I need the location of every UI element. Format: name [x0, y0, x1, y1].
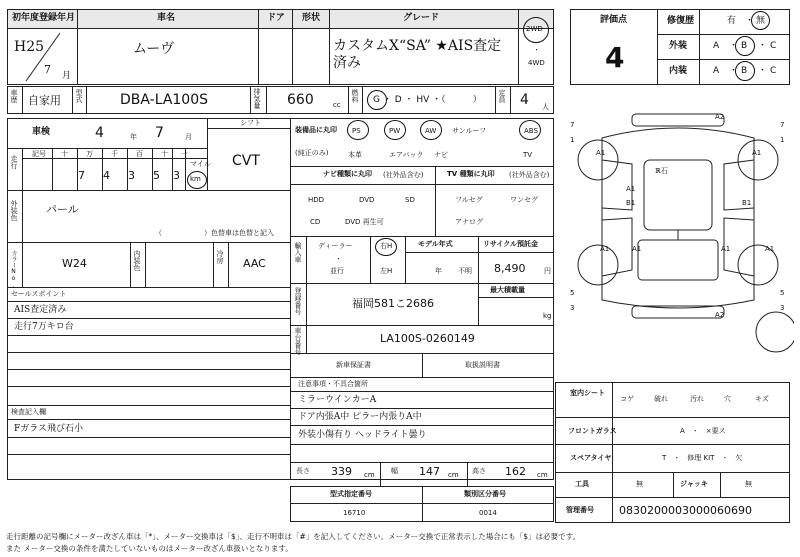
equipment-code: PW — [389, 127, 401, 135]
equipment-name: エアバック — [389, 151, 424, 159]
jack-value: 無 — [745, 480, 752, 488]
inspection-year-unit: 年 — [130, 133, 137, 141]
diag-mark-a1-2: A1 — [752, 149, 762, 157]
exterior-label: 外装 — [669, 41, 688, 51]
first-reg-label: 初年度登録年月 — [12, 13, 76, 23]
inspector-line-1: Fガラス飛び石小 — [14, 424, 83, 434]
mgmt-label: 管理番号 — [566, 506, 594, 514]
interior-sheet-option: 汚れ — [690, 395, 704, 403]
color-note: （ ）色替車は色替と記入 — [155, 229, 274, 237]
mgmt-value: 0830200003000060690 — [619, 504, 752, 517]
max-load-label: 最大積載量 — [490, 286, 525, 294]
exterior-grade-c: C — [770, 41, 777, 51]
max-load-unit: kg — [543, 312, 552, 320]
tire-label-7l: 7 — [570, 121, 575, 129]
equipment-circle — [420, 120, 442, 140]
color-label: 外装色 — [10, 200, 18, 221]
equipment-label: 装備品に丸印 — [295, 126, 337, 134]
equipment-name: TV — [523, 151, 533, 159]
registration-label: 登録番号 — [294, 287, 302, 315]
diag-mark-chip: ℝ石 — [655, 167, 668, 175]
equipment-code: AW — [425, 127, 437, 135]
exterior-dot-2: ・ — [758, 41, 768, 51]
recycle-value: 8,490 — [494, 262, 526, 275]
spare-tire-label: スペアタイヤ — [570, 454, 612, 462]
diag-mark-a2-top: A2 — [715, 113, 725, 121]
width-value: 147 — [419, 465, 440, 478]
width-unit: cm — [448, 471, 459, 479]
recycle-label: リサイクル預託金 — [483, 240, 539, 248]
interior-label: 内装 — [669, 66, 688, 76]
diag-mark-a2-bottom: A2 — [715, 311, 725, 319]
category-value: 自家用 — [28, 94, 61, 107]
chassis-label: 車台番号 — [294, 327, 302, 355]
registration-value: 福岡581こ2686 — [352, 297, 434, 310]
ac-value: AAC — [243, 257, 266, 270]
category-no-label: 類別区分番号 — [464, 490, 506, 498]
import-label: 輸入車 — [294, 242, 302, 263]
door-label: ドア — [267, 13, 285, 23]
sales-point-1: AIS査定済み — [14, 305, 67, 315]
model-year-label: モデル年式 — [418, 240, 453, 248]
import-dot: ・ — [335, 255, 342, 263]
import-left-handle: 左H — [380, 267, 393, 275]
displacement-label: 排気量 — [253, 88, 261, 109]
interior-dot-1: ・ — [729, 66, 739, 76]
model-value: DBA-LA100S — [120, 92, 209, 108]
tv-label: TV 種類に丸印 — [447, 170, 495, 178]
note-line-1: ミラーウインカーA — [298, 395, 377, 405]
equipment-code: ABS — [524, 127, 538, 135]
length-label: 長さ — [296, 467, 310, 475]
height-label: 高さ — [472, 467, 486, 475]
interior-sheet-option: コゲ — [620, 395, 634, 403]
diag-mark-a1-7: A1 — [765, 245, 775, 253]
interior-sheet-option: 穴 — [724, 395, 731, 403]
equipment-circle — [519, 120, 541, 140]
sales-points-label: セールスポイント — [11, 290, 67, 298]
equipment-name: ナビ — [434, 151, 448, 159]
interior-grade-b: B — [741, 66, 748, 76]
interior-color-label: 内装色 — [133, 250, 141, 271]
inspection-month: 7 — [155, 125, 164, 141]
import-dealer: ディーラー — [318, 242, 353, 250]
shift-label: シフト — [240, 119, 261, 127]
tv-sub: (社外品含む) — [509, 171, 550, 179]
equipment-code: サンルーフ — [452, 127, 487, 135]
interior-sheet-option: キズ — [755, 395, 769, 403]
navi-sub: (社外品含む) — [383, 171, 424, 179]
inspector-label: 検査記入欄 — [11, 408, 46, 416]
model-year-value: 不明 — [458, 267, 472, 275]
sales-point-2: 走行7万キロ台 — [14, 322, 74, 332]
displacement-value: 660 — [287, 92, 314, 108]
tv-full: フルセグ — [455, 196, 483, 204]
designation-label: 型式指定番号 — [330, 490, 372, 498]
equipment-name: 本革 — [348, 151, 362, 159]
equipment-circle — [384, 120, 406, 140]
jack-label: ジャッキ — [680, 480, 708, 488]
mileage-header: 万 — [86, 150, 93, 158]
exterior-grade-b: B — [741, 41, 748, 51]
mileage-digit: 7 — [78, 169, 85, 182]
capacity-value: 4 — [520, 92, 529, 108]
tire-label-5r: 5 — [780, 289, 785, 297]
right-table — [555, 382, 790, 523]
tire-label-7r: 7 — [780, 121, 785, 129]
diag-mark-a1-6: A1 — [721, 245, 731, 253]
recycle-unit: 円 — [544, 267, 551, 275]
mileage-label: 走行 — [10, 155, 18, 169]
length-value: 339 — [331, 465, 352, 478]
diag-mark-a1-3: A1 — [626, 185, 636, 193]
exterior-dot-1: ・ — [729, 41, 739, 51]
mileage-unit: km — [190, 175, 201, 183]
score-value: 4 — [605, 41, 625, 74]
score-label: 評価点 — [600, 15, 628, 25]
diag-mark-b1-2: B1 — [742, 199, 752, 207]
note-line-2: ドア内張A中 ピラー内張りA中 — [298, 412, 422, 422]
repair-sep: ・ — [745, 16, 755, 26]
shape-label: 形状 — [302, 13, 321, 23]
mileage-header: 十 — [61, 150, 68, 158]
diag-mark-a1-5: A1 — [632, 245, 642, 253]
mileage-digit: 4 — [103, 169, 110, 182]
diag-mark-b1-1: B1 — [626, 199, 636, 207]
tire-label-1r: 1 — [780, 136, 785, 144]
mileage-header: 百 — [136, 150, 143, 158]
manual-label: 取扱説明書 — [465, 361, 500, 369]
tire-label-5l: 5 — [570, 289, 575, 297]
model-year-unit: 年 — [435, 267, 442, 275]
drive-dot: ・ — [533, 46, 540, 54]
navi-dvd: DVD — [359, 196, 375, 204]
interior-grade-c: C — [770, 66, 777, 76]
equipment-circle — [347, 120, 369, 140]
notes-label: 注意事項・不具合箇所 — [298, 380, 368, 388]
repair-no: 無 — [756, 16, 766, 26]
equipment-code: PS — [352, 127, 361, 135]
fuel-label: 燃料 — [351, 89, 359, 103]
repair-label: 修復歴 — [667, 16, 695, 26]
shift-value: CVT — [232, 153, 260, 169]
footer-line-1: 走行距離の記号欄にメーター改ざん車は「*」、メーター交換車は「$」、走行不明車は「#」を記入してください。メーター交換で正常表示した場合にも「$」は必要です。 — [6, 532, 580, 541]
fuel-value: G ・ D ・ HV ・（ ） — [373, 95, 482, 105]
mileage-digit: 3 — [128, 169, 135, 182]
interior-sheet-option: 破れ — [654, 395, 668, 403]
mileage-header: 記号 — [32, 150, 46, 158]
capacity-label: 定員 — [498, 89, 506, 103]
inspection-year: 4 — [95, 125, 104, 141]
width-label: 幅 — [391, 467, 398, 475]
equipment-sub: (純正のみ) — [295, 149, 329, 157]
mileage-digit: 5 — [153, 169, 160, 182]
navi-label: ナビ種類に丸印 — [323, 170, 372, 178]
mileage-header: 一 — [181, 150, 188, 158]
car-name-label: 車名 — [157, 13, 176, 23]
height-value: 162 — [505, 465, 526, 478]
category-no-value: 0014 — [479, 509, 497, 517]
tire-label-3l: 3 — [570, 304, 575, 312]
mileage-header: 千 — [111, 150, 118, 158]
chassis-value: LA100S-0260149 — [380, 332, 475, 345]
diag-mark-a1-4: A1 — [600, 245, 610, 253]
footer-line-2: また メーター交換の条件を満たしていないものはメーター改ざん車扱いとなります。 — [6, 544, 293, 553]
color-no-label: カラーNo. — [10, 250, 17, 289]
color-value: パール — [46, 203, 79, 216]
interior-dot-2: ・ — [758, 66, 768, 76]
inspection-label: 車検 — [32, 127, 51, 137]
navi-hdd: HDD — [308, 196, 325, 204]
grade-label: グレード — [403, 13, 440, 23]
model-label: 型式 — [75, 89, 83, 103]
spare-tire-value: T ・ 修理 KIT ・ 欠 — [662, 454, 743, 462]
drive-4wd: 4WD — [528, 59, 545, 67]
exterior-grade-a: A — [713, 41, 720, 51]
navi-dvd-play: DVD 再生可 — [345, 218, 384, 226]
tv-analog: アナログ — [455, 218, 483, 226]
tv-one: ワンセグ — [510, 196, 538, 204]
interior-grade-a: A — [713, 66, 720, 76]
import-parallel: 並行 — [330, 267, 344, 275]
inspection-month-unit: 月 — [185, 133, 192, 141]
first-reg-month: 7 — [44, 63, 51, 76]
note-line-3: 外装小傷有り ヘッドライト曇り — [298, 430, 427, 440]
tools-value: 無 — [636, 480, 643, 488]
mileage-header: 十 — [161, 150, 168, 158]
car-name: ムーヴ — [133, 41, 175, 57]
front-glass-label: フロントガラス — [568, 427, 617, 435]
tire-label-3r: 3 — [780, 304, 785, 312]
first-reg-year: H25 — [14, 39, 45, 55]
tire-label-1l: 1 — [570, 136, 575, 144]
warranty-label: 新車保証書 — [336, 361, 371, 369]
navi-sd: SD — [405, 196, 415, 204]
first-reg-month-unit: 月 — [62, 71, 72, 81]
category-label: 車歴 — [10, 89, 18, 103]
car-diagram — [562, 100, 794, 360]
front-glass-value: A ・ ×要ス — [680, 427, 726, 435]
height-unit: cm — [537, 471, 548, 479]
mileage-digit: 3 — [173, 169, 180, 182]
interior-sheet-label: 室内シート — [570, 389, 605, 397]
capacity-unit: 人 — [542, 103, 549, 111]
grade-value: カスタムX“SA” ★AIS査定済み — [333, 38, 502, 71]
navi-cd: CD — [310, 218, 321, 226]
ac-label: 冷房 — [216, 250, 224, 264]
import-right-handle: 右H — [380, 242, 393, 250]
color-no-value: W24 — [62, 257, 87, 270]
designation-value: 16710 — [343, 509, 366, 517]
displacement-unit: cc — [333, 101, 341, 109]
mileage-unit-label: マイル — [190, 160, 211, 168]
diag-mark-a1-1: A1 — [596, 149, 606, 157]
drive-2wd: 2WD — [526, 25, 543, 33]
tools-label: 工具 — [575, 480, 589, 488]
repair-yes: 有 — [727, 16, 737, 26]
length-unit: cm — [364, 471, 375, 479]
